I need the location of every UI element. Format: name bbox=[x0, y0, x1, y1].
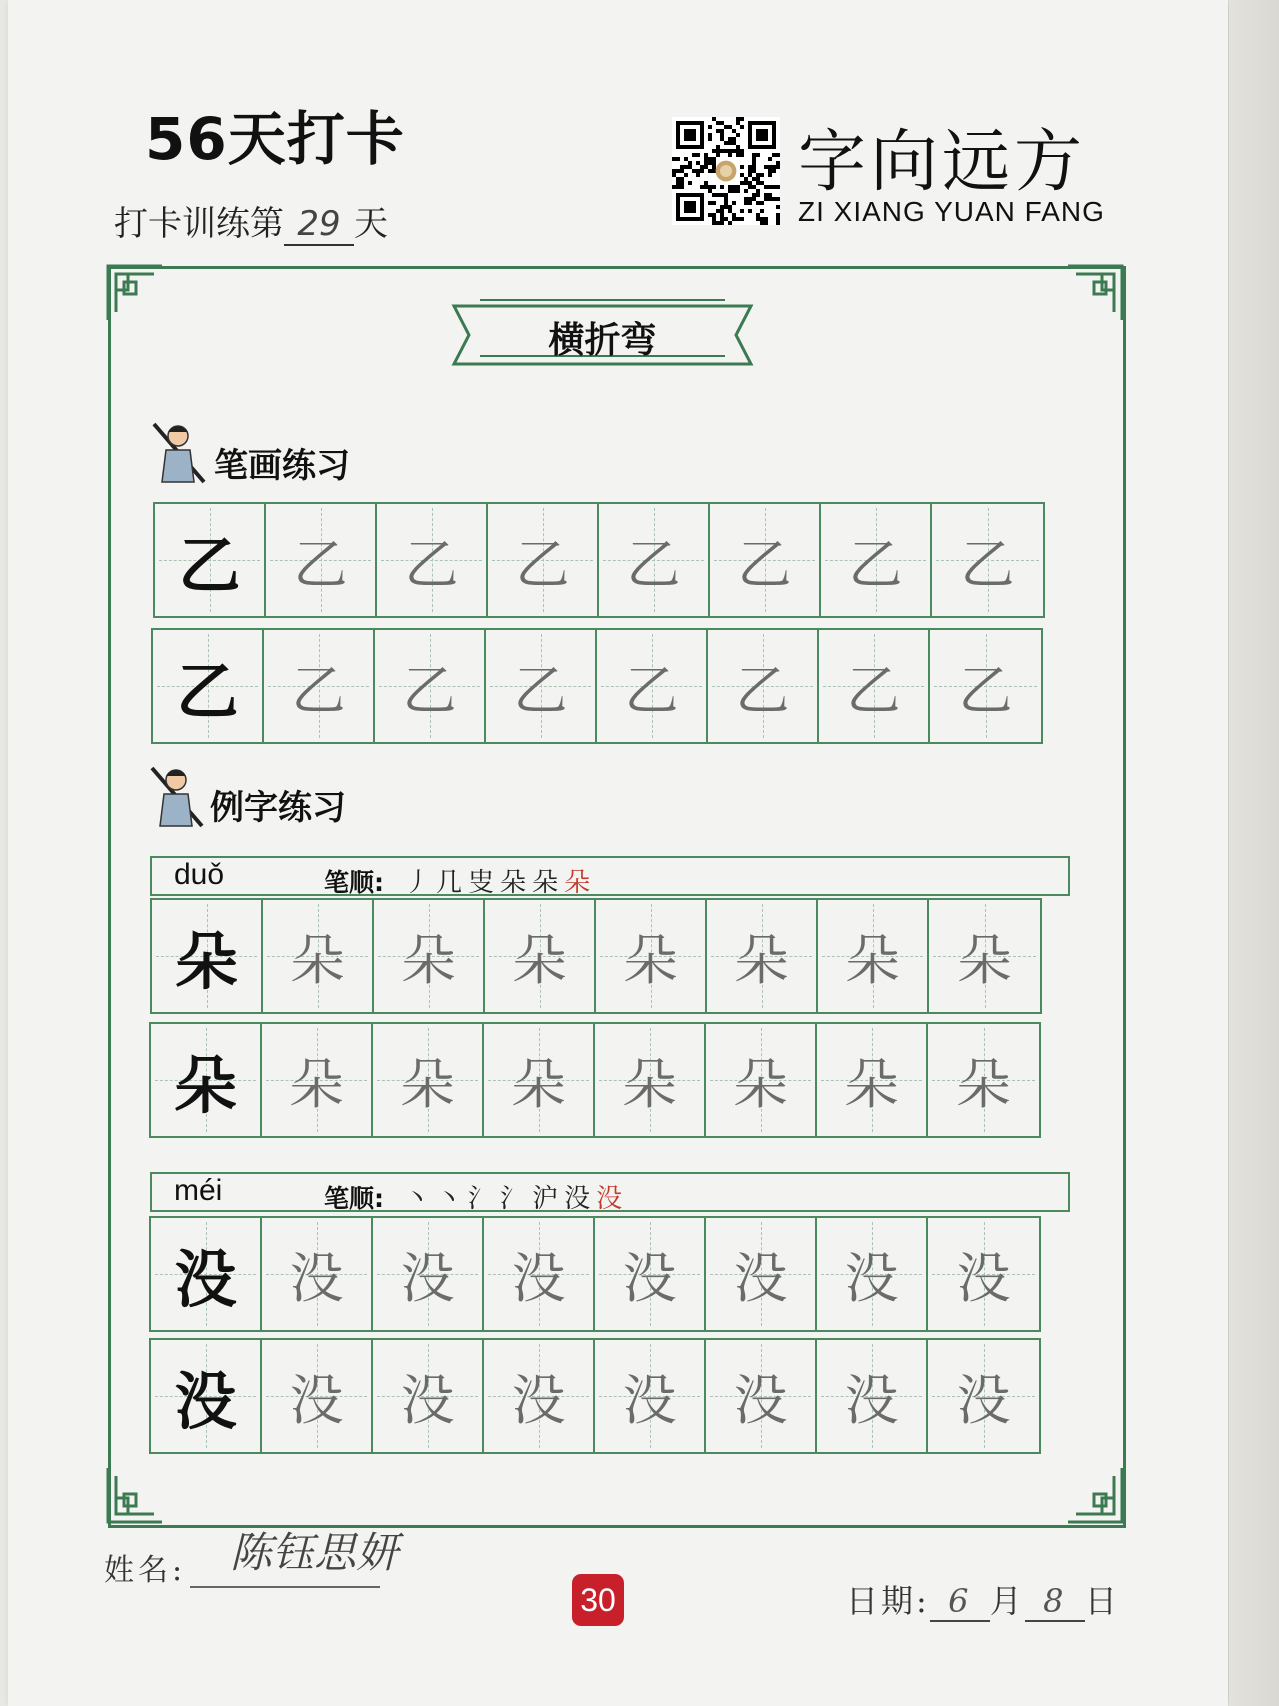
practice-cell: 朵 bbox=[485, 900, 596, 1012]
student-calligraphy-icon bbox=[148, 764, 206, 830]
corner-ornament-icon bbox=[1066, 1466, 1124, 1524]
practice-cell: 没 bbox=[373, 1218, 484, 1330]
character-practice-row bbox=[149, 1338, 1041, 1454]
day-unit: 日 bbox=[1084, 1582, 1120, 1620]
month-unit: 月 bbox=[989, 1582, 1025, 1620]
practice-cell: 没 bbox=[706, 1340, 817, 1452]
practice-cell: 没 bbox=[928, 1218, 1039, 1330]
practice-cell: 乙 bbox=[708, 630, 819, 742]
practice-cell: 没 bbox=[928, 1340, 1039, 1452]
checkin-day: 29 bbox=[284, 204, 354, 246]
character-info-bar bbox=[150, 1172, 1070, 1212]
practice-cell: 没 bbox=[706, 1218, 817, 1330]
stroke-order: 丶丶氵氵沪没没 bbox=[404, 1184, 629, 1214]
practice-cell: 没 bbox=[262, 1340, 373, 1452]
character-practice-row bbox=[149, 1216, 1041, 1332]
model-cell: 朵 bbox=[152, 900, 263, 1012]
corner-ornament-icon bbox=[106, 1466, 164, 1524]
character-practice-row bbox=[150, 898, 1042, 1014]
model-cell: 没 bbox=[151, 1340, 262, 1452]
practice-cell: 朵 bbox=[484, 1024, 595, 1136]
stroke-order-label: 笔顺: bbox=[324, 1184, 384, 1213]
paper-edge bbox=[1229, 0, 1279, 1706]
lesson-title: 横折弯 bbox=[548, 320, 657, 361]
date-day: 8 bbox=[1025, 1582, 1085, 1622]
name-underline bbox=[190, 1586, 380, 1588]
corner-ornament-icon bbox=[1066, 264, 1124, 322]
practice-cell: 乙 bbox=[377, 504, 488, 616]
practice-cell: 乙 bbox=[375, 630, 486, 742]
practice-cell: 朵 bbox=[596, 900, 707, 1012]
practice-cell: 朵 bbox=[595, 1024, 706, 1136]
student-name: 陈钰思妍 bbox=[230, 1528, 399, 1577]
student-calligraphy-icon bbox=[150, 420, 208, 486]
qr-code-icon bbox=[672, 117, 780, 225]
practice-cell: 乙 bbox=[266, 504, 377, 616]
practice-cell: 乙 bbox=[821, 504, 932, 616]
pinyin: méi bbox=[174, 1174, 223, 1207]
pinyin: duǒ bbox=[174, 858, 225, 891]
brand-logo: 字向远方 bbox=[798, 123, 1087, 202]
practice-cell: 朵 bbox=[262, 1024, 373, 1136]
practice-cell: 没 bbox=[484, 1218, 595, 1330]
practice-cell: 没 bbox=[262, 1218, 373, 1330]
practice-cell: 朵 bbox=[928, 1024, 1039, 1136]
character-info-bar bbox=[150, 856, 1070, 896]
practice-cell: 乙 bbox=[932, 504, 1043, 616]
practice-cell: 乙 bbox=[264, 630, 375, 742]
practice-cell: 乙 bbox=[599, 504, 710, 616]
date-field bbox=[846, 1576, 1120, 1622]
character-practice-row bbox=[149, 1022, 1041, 1138]
practice-cell: 没 bbox=[817, 1340, 928, 1452]
practice-cell: 朵 bbox=[374, 900, 485, 1012]
practice-cell: 朵 bbox=[929, 900, 1040, 1012]
brand-pinyin: ZI XIANG YUAN FANG bbox=[798, 196, 1105, 227]
practice-cell: 乙 bbox=[488, 504, 599, 616]
practice-cell: 乙 bbox=[819, 630, 930, 742]
checkin-suffix: 天 bbox=[354, 204, 388, 244]
practice-cell: 乙 bbox=[486, 630, 597, 742]
practice-cell: 没 bbox=[595, 1340, 706, 1452]
practice-cell: 乙 bbox=[930, 630, 1041, 742]
example-practice-heading: 例字练习 bbox=[210, 788, 346, 828]
stroke-practice-heading: 笔画练习 bbox=[214, 446, 350, 486]
practice-cell: 朵 bbox=[706, 1024, 817, 1136]
practice-cell: 朵 bbox=[707, 900, 818, 1012]
practice-cell: 乙 bbox=[710, 504, 821, 616]
lesson-banner bbox=[450, 296, 755, 374]
date-month: 6 bbox=[930, 1582, 990, 1622]
model-cell: 没 bbox=[151, 1218, 262, 1330]
model-cell: 乙 bbox=[155, 504, 266, 616]
model-cell: 朵 bbox=[151, 1024, 262, 1136]
stroke-order-label: 笔顺: bbox=[324, 868, 384, 897]
practice-cell: 朵 bbox=[817, 1024, 928, 1136]
name-label: 姓名: bbox=[104, 1553, 187, 1588]
practice-cell: 没 bbox=[373, 1340, 484, 1452]
stroke-order: 丿几㕜朵朵朵 bbox=[404, 868, 597, 898]
practice-cell: 朵 bbox=[818, 900, 929, 1012]
stroke-practice-row bbox=[153, 502, 1045, 618]
practice-cell: 朵 bbox=[263, 900, 374, 1012]
page-title: 56天打卡 bbox=[145, 105, 405, 173]
corner-ornament-icon bbox=[106, 264, 164, 322]
date-label: 日期: bbox=[846, 1582, 930, 1620]
page-number-badge: 30 bbox=[572, 1574, 624, 1626]
checkin-prefix: 打卡训练第 bbox=[114, 204, 284, 244]
practice-cell: 乙 bbox=[597, 630, 708, 742]
practice-cell: 没 bbox=[595, 1218, 706, 1330]
practice-cell: 没 bbox=[484, 1340, 595, 1452]
practice-cell: 没 bbox=[817, 1218, 928, 1330]
checkin-line bbox=[114, 196, 388, 246]
model-cell: 乙 bbox=[153, 630, 264, 742]
stroke-practice-row bbox=[151, 628, 1043, 744]
practice-cell: 朵 bbox=[373, 1024, 484, 1136]
